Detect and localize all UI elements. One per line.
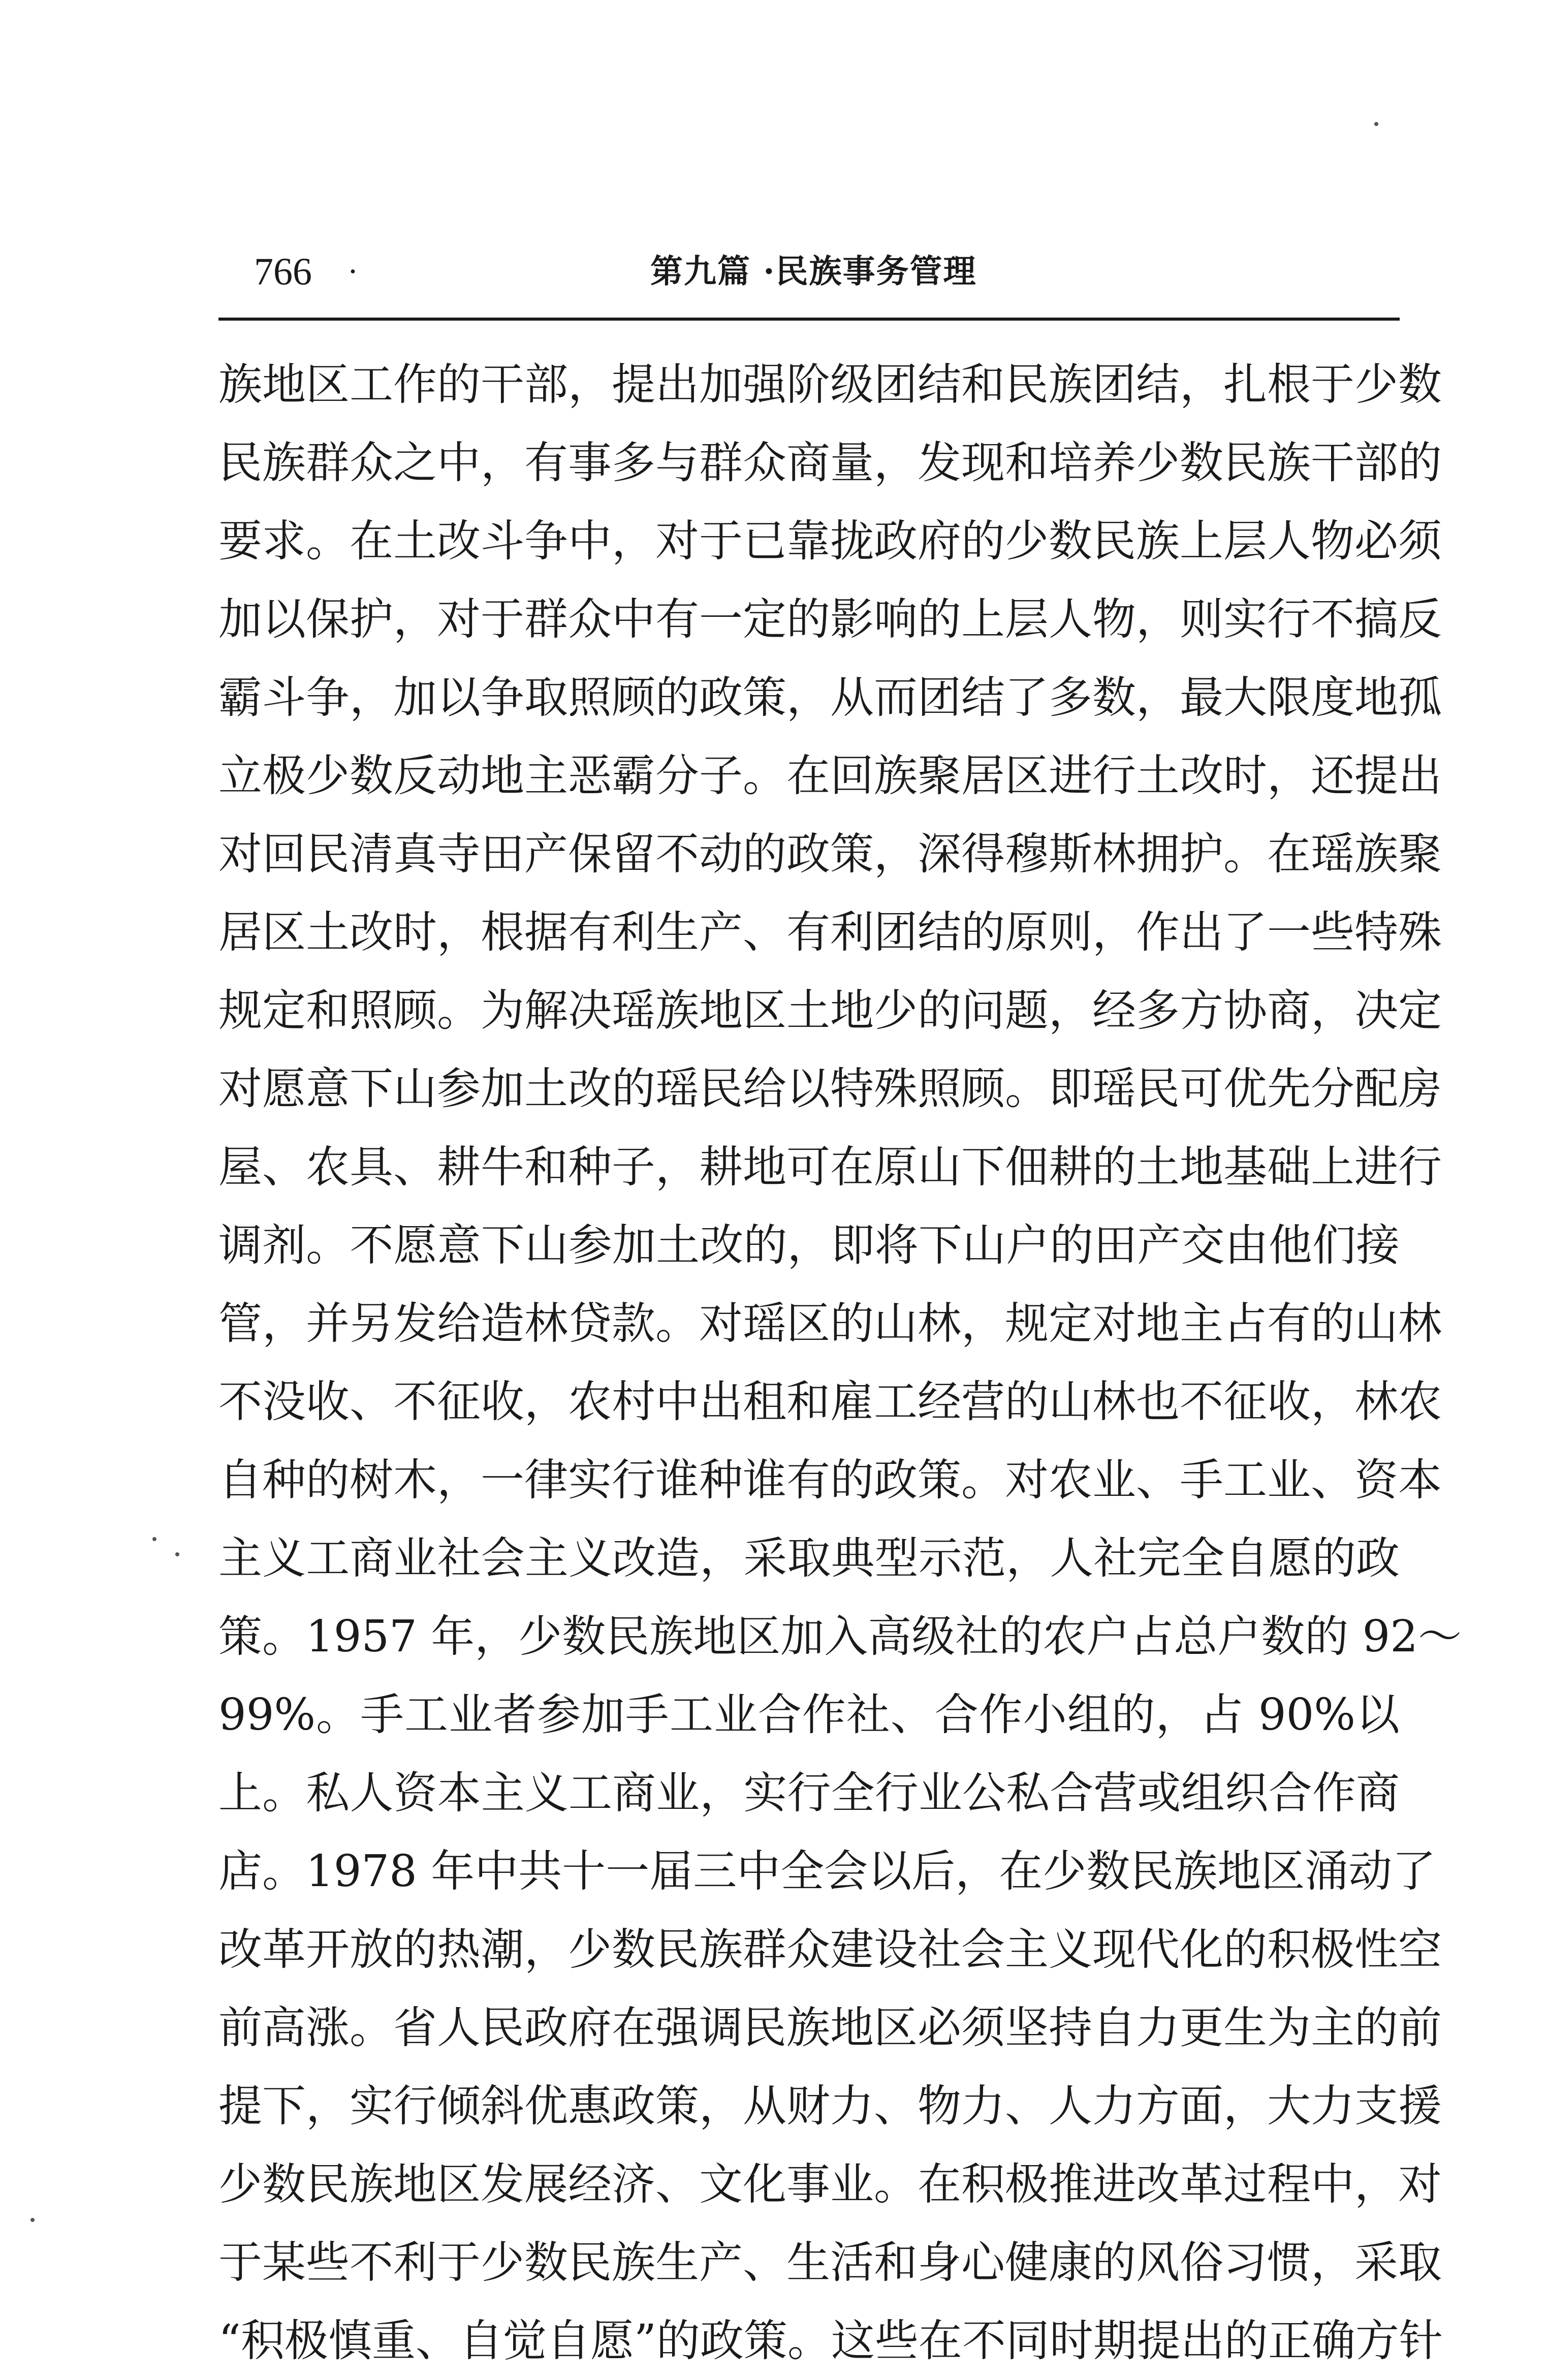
text-line: 自种的树木，一律实行谁种谁有的政策。对农业、手工业、资本 [218, 1455, 1442, 1506]
text-line: 策。1957 年，少数民族地区加入高级社的农户占总户数的 92～ [218, 1611, 1462, 1662]
scan-speck [1374, 122, 1378, 126]
text-line: 99%。手工业者参加手工业合作社、合作小组的，占 90%以 [218, 1689, 1400, 1740]
page-number: 766 [254, 250, 312, 293]
running-title: 第九篇 ·民族事务管理 [650, 253, 977, 291]
page-header [218, 249, 1397, 295]
text-line: 调剂。不愿意下山参加土改的，即将下山户的田产交由他们接 [218, 1220, 1400, 1271]
text-line: 不没收、不征收，农村中出租和雇工经营的山林也不征收，林农 [218, 1376, 1442, 1427]
text-line: 立极少数反动地主恶霸分子。在回族聚居区进行土改时，还提出 [218, 750, 1442, 801]
text-line: 于某些不利于少数民族生产、生活和身心健康的风俗习惯，采取 [218, 2237, 1442, 2288]
scan-speck [175, 1552, 179, 1556]
header-mark: · [348, 254, 358, 290]
text-line: 规定和照顾。为解决瑶族地区土地少的问题，经多方协商，决定 [218, 985, 1442, 1036]
text-line: 要求。在土改斗争中，对于已靠拢政府的少数民族上层人物必须 [218, 516, 1442, 567]
text-line: 店。1978 年中共十一届三中全会以后，在少数民族地区涌动了 [218, 1846, 1436, 1897]
text-line: 居区土改时，根据有利生产、有利团结的原则，作出了一些特殊 [218, 907, 1442, 958]
text-line: “积极慎重、自觉自愿”的政策。这些在不同时期提出的正确方针 [218, 2315, 1443, 2366]
text-line: 对回民清真寺田产保留不动的政策，深得穆斯林拥护。在瑶族聚 [218, 829, 1442, 880]
body-text [218, 346, 1462, 2380]
text-line: 族地区工作的干部，提出加强阶级团结和民族团结，扎根于少数 [218, 359, 1442, 410]
text-line: 提下，实行倾斜优惠政策，从财力、物力、人力方面，大力支援 [218, 2081, 1442, 2132]
text-line: 霸斗争，加以争取照顾的政策，从而团结了多数，最大限度地孤 [218, 672, 1442, 723]
text-line: 管，并另发给造林贷款。对瑶区的山林，规定对地主占有的山林 [218, 1298, 1442, 1349]
text-line: 上。私人资本主义工商业，实行全行业公私合营或组织合作商 [218, 1768, 1400, 1819]
scan-speck [30, 2218, 35, 2222]
text-line: 前高涨。省人民政府在强调民族地区必须坚持自力更生为主的前 [218, 2002, 1442, 2053]
text-line: 民族群众之中，有事多与群众商量，发现和培养少数民族干部的 [218, 437, 1442, 488]
header-rule [218, 318, 1400, 321]
text-line: 加以保护，对于群众中有一定的影响的上层人物，则实行不搞反 [218, 594, 1442, 645]
text-line: 主义工商业社会主义改造，采取典型示范，人社完全自愿的政 [218, 1533, 1400, 1584]
scan-speck [152, 1537, 156, 1541]
text-line: 少数民族地区发展经济、文化事业。在积极推进改革过程中，对 [218, 2159, 1442, 2210]
text-line: 屋、农具、耕牛和种子，耕地可在原山下佃耕的土地基础上进行 [218, 1142, 1442, 1193]
text-line: 改革开放的热潮，少数民族群众建设社会主义现代化的积极性空 [218, 1924, 1442, 1975]
text-line: 对愿意下山参加土改的瑶民给以特殊照顾。即瑶民可优先分配房 [218, 1063, 1442, 1114]
